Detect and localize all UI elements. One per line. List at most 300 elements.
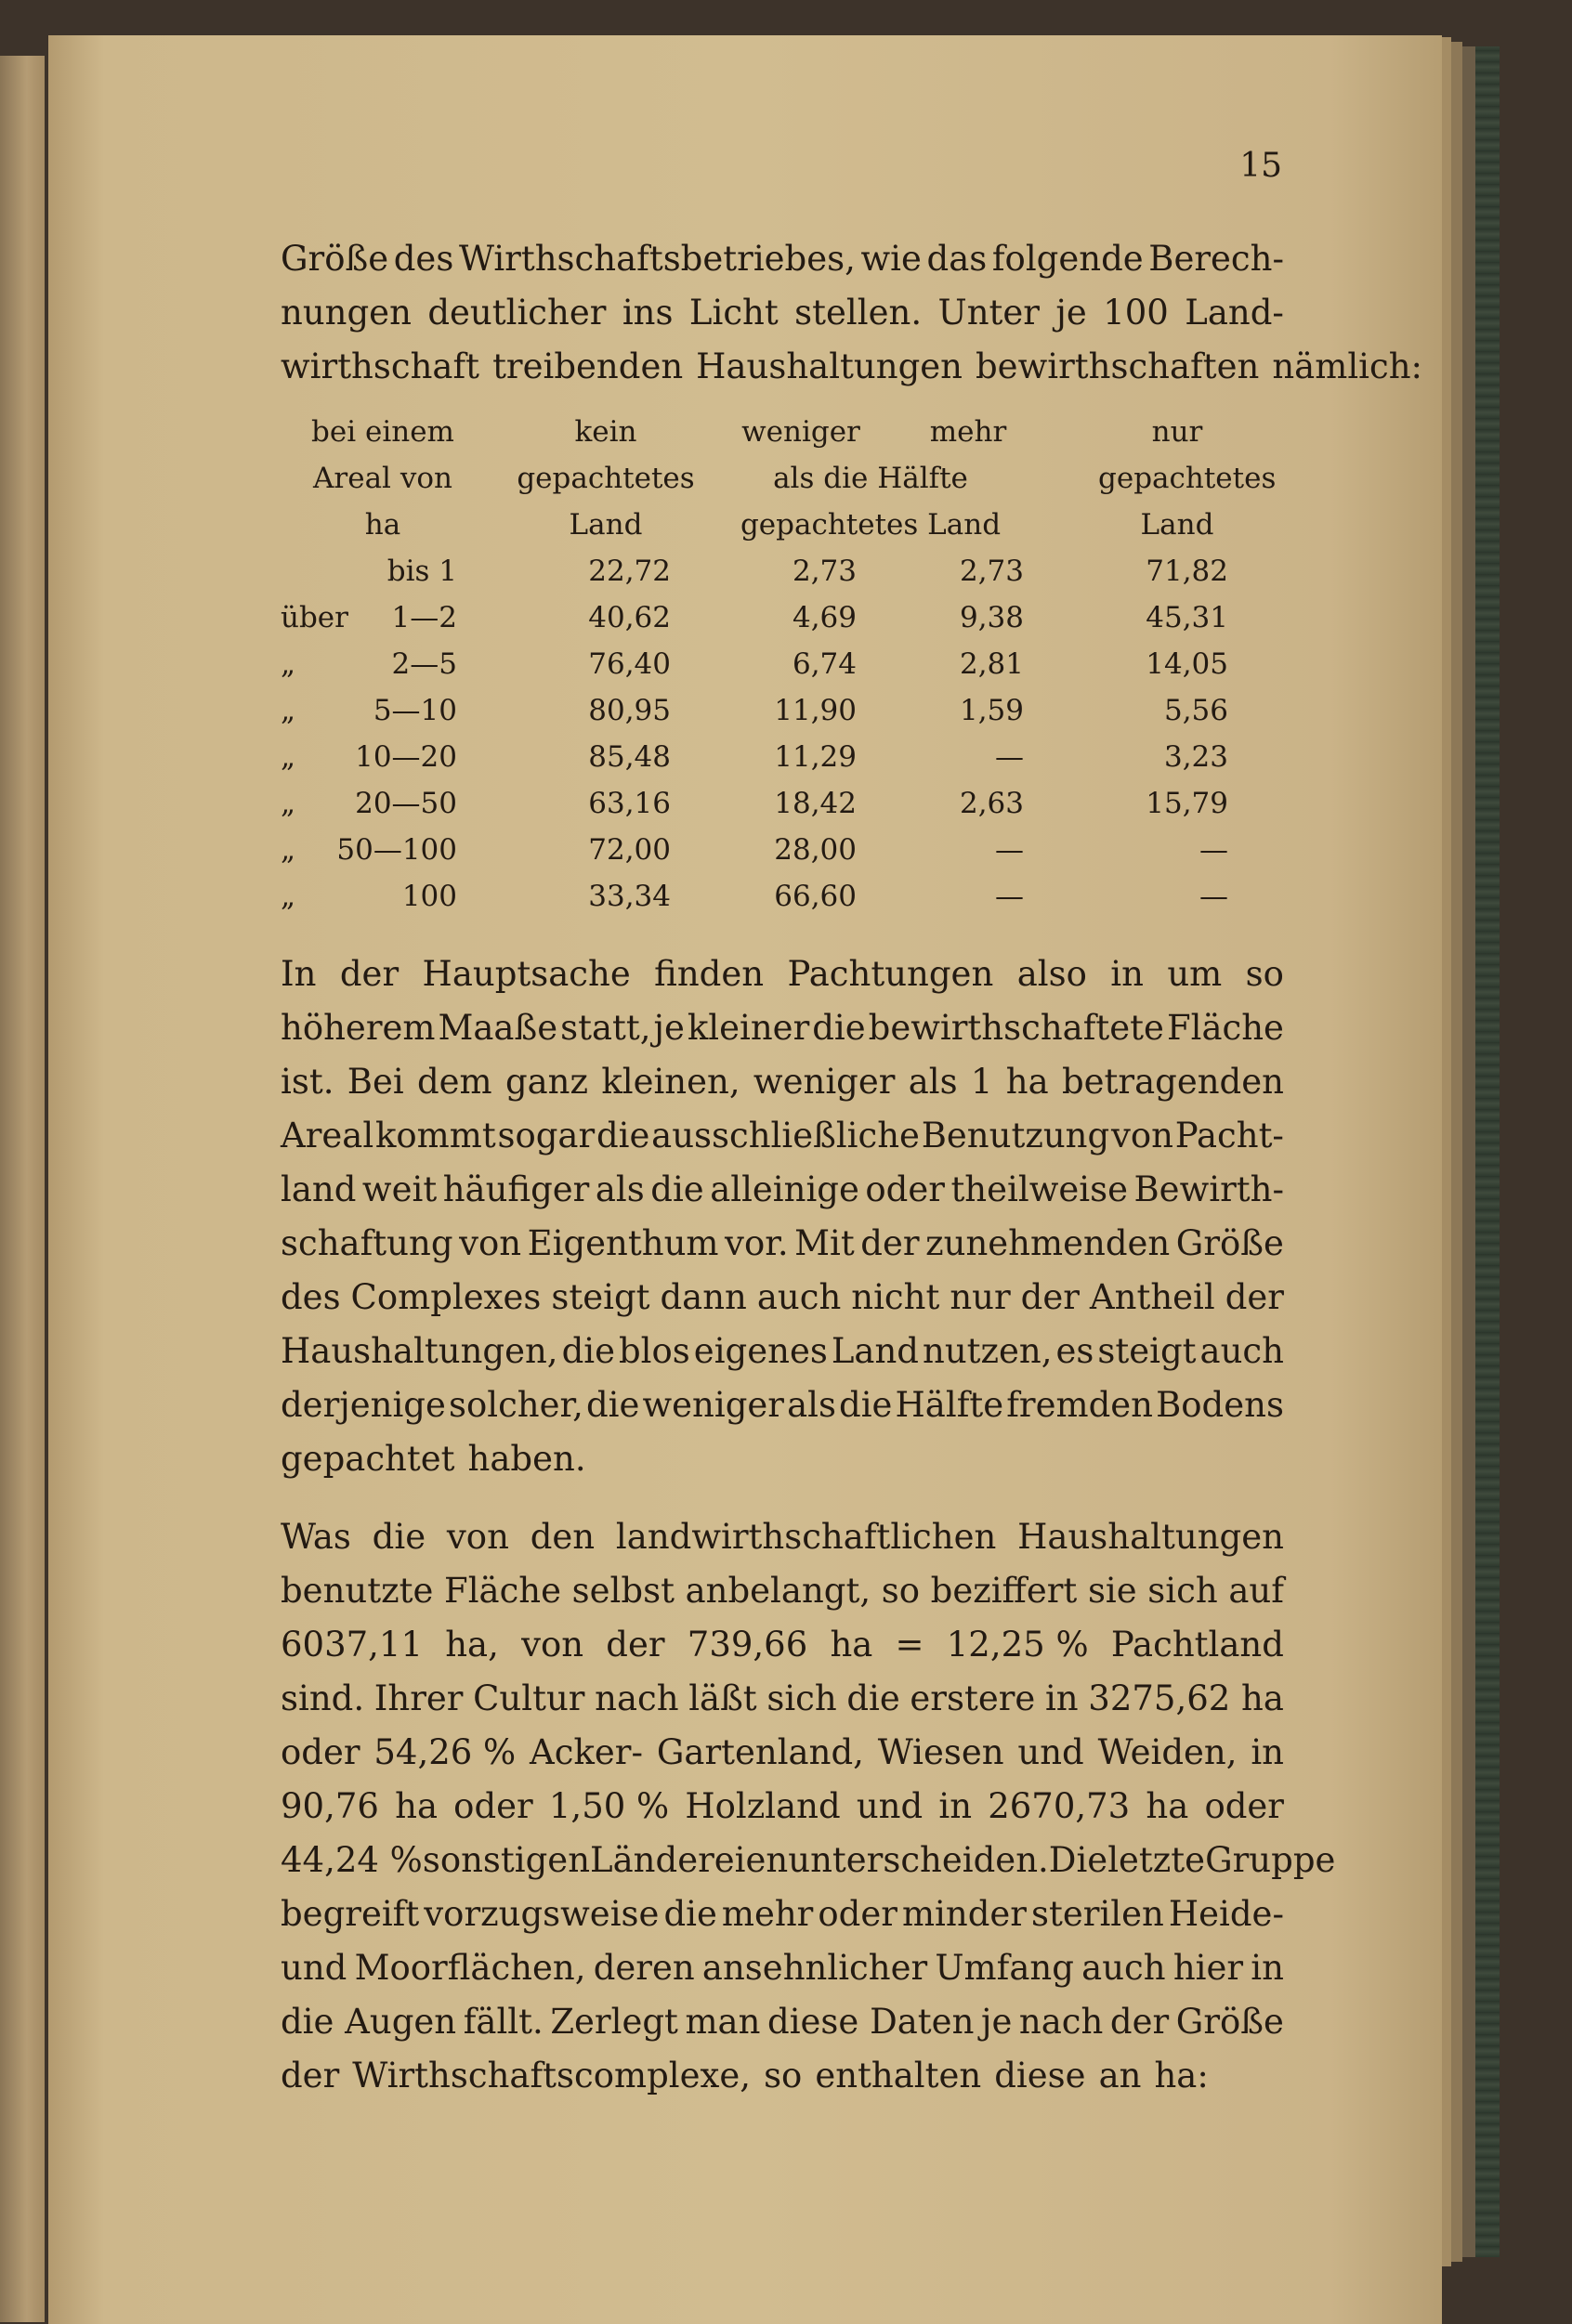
text-line [281, 1109, 1284, 1163]
table-cell-nur: — [1199, 880, 1228, 913]
word: von [1110, 1116, 1173, 1155]
text-line [281, 1055, 1284, 1109]
word: Mit [794, 1223, 855, 1263]
word: betragenden [1061, 1062, 1284, 1102]
word: solcher, [448, 1385, 583, 1425]
word: Land- [1185, 293, 1284, 333]
word: fremden [1006, 1385, 1154, 1425]
word: Weiden, [1097, 1732, 1238, 1772]
word: des [393, 239, 454, 279]
word: je [653, 1008, 685, 1048]
word: 1,50 % [548, 1786, 670, 1826]
word: Wirthschaftsbetriebes, [458, 239, 856, 279]
word: oder [453, 1786, 533, 1826]
word: das [926, 239, 988, 279]
word: Hälfte [895, 1385, 1004, 1425]
word: land [281, 1169, 357, 1209]
table-cell-weniger: 11,29 [774, 740, 857, 774]
word: als [787, 1385, 836, 1425]
table-cell-prefix: „ [281, 694, 296, 727]
table-header-cell: Land [1140, 508, 1214, 542]
text-line [281, 1510, 1284, 1564]
word: oder [281, 1732, 360, 1772]
text-line [281, 232, 1284, 286]
word: 54,26 % [373, 1732, 517, 1772]
text-line [281, 1163, 1284, 1217]
table-cell-area: bis 1 [386, 555, 457, 588]
word: schaftung [281, 1223, 453, 1263]
text-line [281, 1618, 1284, 1672]
table-header-cell: als die Hälfte [773, 462, 968, 495]
table-row [281, 827, 1284, 873]
text-line [281, 1271, 1284, 1325]
table-header-cell: gepachtetes [1098, 462, 1277, 495]
word: höherem [281, 1008, 436, 1048]
table-cell-mehr: — [995, 880, 1024, 913]
word: der [1225, 1277, 1284, 1317]
word: derjenige [281, 1385, 446, 1425]
word: dem [416, 1062, 492, 1102]
word: ganz [504, 1062, 589, 1102]
table-cell-kein: 76,40 [588, 647, 671, 681]
page-edge [1451, 42, 1462, 2262]
table-cell-weniger: 2,73 [792, 555, 857, 588]
word: auch [1081, 1948, 1166, 1988]
word: Zerlegt [550, 2002, 678, 2042]
table-cell-mehr: 2,73 [959, 555, 1024, 588]
word: Bei [347, 1062, 404, 1102]
table-cell-area: 10—20 [355, 740, 457, 774]
table-header-row [281, 455, 1284, 502]
word: 6037,11 [281, 1625, 424, 1665]
text-line [281, 1995, 1284, 2049]
text-line [281, 1378, 1284, 1432]
word: der [339, 954, 400, 994]
table-row [281, 548, 1284, 594]
word: Gartenland, [656, 1732, 864, 1772]
word: und [1017, 1732, 1084, 1772]
word: Ihrer [373, 1678, 464, 1718]
word: deren [593, 1948, 695, 1988]
word: 100 [1103, 293, 1169, 333]
word: mehr [721, 1894, 814, 1934]
word: bewirthschaften [975, 346, 1260, 386]
word: In [281, 954, 317, 994]
word: beziffert [930, 1571, 1078, 1611]
word: Größe [1175, 2002, 1284, 2042]
word: benutzte [281, 1571, 434, 1611]
word: Wirthschaftscomplexe, [352, 2056, 752, 2096]
word: Hauptsache [422, 954, 631, 994]
word: nungen [281, 293, 412, 333]
word: Moorflächen, [354, 1948, 586, 1988]
word: von [459, 1223, 522, 1263]
table-cell-kein: 33,34 [588, 880, 671, 913]
word: enthalten [815, 2056, 982, 2096]
table-cell-mehr: — [995, 740, 1024, 774]
word: Acker- [530, 1732, 643, 1772]
word: weniger [753, 1062, 896, 1102]
word: der [606, 1625, 665, 1665]
word: Antheil [1089, 1277, 1215, 1317]
word: Pacht- [1174, 1116, 1284, 1155]
word: die [812, 1008, 866, 1048]
word: oder [865, 1169, 945, 1209]
table-cell-nur: 14,05 [1146, 647, 1228, 681]
table-header-cell: gepachtetes Land [740, 508, 1002, 542]
text-line [281, 1887, 1284, 1941]
word: Gruppe [1205, 1840, 1336, 1880]
word: die [596, 1116, 650, 1155]
word: 3275,62 ha [1088, 1678, 1284, 1718]
word: Die [1048, 1840, 1108, 1880]
word: finden [654, 954, 765, 994]
word: steigt [1097, 1331, 1197, 1371]
table-cell-area: 50—100 [336, 833, 457, 867]
word: sonstigen [422, 1840, 591, 1880]
table-cell-nur: 71,82 [1146, 555, 1228, 588]
word: Größe [1175, 1223, 1284, 1263]
word: häufiger [442, 1169, 590, 1209]
word: gepachtet [281, 1439, 455, 1479]
word: 12,25 % [946, 1625, 1089, 1665]
text-line [281, 286, 1284, 340]
text-line [281, 1001, 1284, 1055]
table-cell-kein: 40,62 [588, 601, 671, 634]
word: Holzland [685, 1786, 841, 1826]
table-cell-area: 20—50 [355, 787, 457, 820]
word: so [1245, 954, 1284, 994]
word: oder [1204, 1786, 1284, 1826]
table-cell-weniger: 6,74 [792, 647, 857, 681]
word: Haushaltungen [696, 346, 963, 386]
word: ha: [1154, 2056, 1209, 2096]
text-line [281, 1564, 1284, 1618]
word: von [446, 1517, 509, 1557]
word: ha [1005, 1062, 1049, 1102]
word: fällt. [463, 2002, 544, 2042]
word: nutzen, [922, 1331, 1053, 1371]
word: der [1109, 2002, 1170, 2042]
word: Fläche [444, 1571, 562, 1611]
word: ha [830, 1625, 873, 1665]
word: nach [595, 1678, 679, 1718]
word: steigt [551, 1277, 650, 1317]
word: Größe [281, 239, 389, 279]
word: Areal [281, 1116, 374, 1155]
table-row [281, 687, 1284, 734]
paragraph-1 [281, 232, 1423, 394]
word: vor. [725, 1223, 789, 1263]
word: an [1098, 2056, 1142, 2096]
word: stellen. [794, 293, 923, 333]
word: also [1016, 954, 1087, 994]
table-cell-prefix: „ [281, 740, 296, 774]
word: sind. [281, 1678, 365, 1718]
word: landwirthschaftlichen [615, 1517, 997, 1557]
word: nämlich: [1272, 346, 1423, 386]
table-header-cell: bei einem [311, 415, 454, 449]
table-body [281, 548, 1284, 920]
word: um [1167, 954, 1223, 994]
word: und [281, 1948, 347, 1988]
left-page-edge [0, 56, 45, 2322]
word: sie [1087, 1571, 1137, 1611]
table-cell-area: 2—5 [391, 647, 457, 681]
word: selbst [571, 1571, 675, 1611]
text-line [281, 1432, 1284, 1486]
text-line [281, 1325, 1284, 1378]
word: so [881, 1571, 920, 1611]
word: läßt [688, 1678, 757, 1718]
word: ha [1146, 1786, 1189, 1826]
word: die [561, 1331, 615, 1371]
table-cell-kein: 80,95 [588, 694, 671, 727]
word: 2670,73 [988, 1786, 1131, 1826]
word: wie [860, 239, 922, 279]
word: statt, [560, 1008, 651, 1048]
word: als [908, 1062, 958, 1102]
word: die [846, 1678, 900, 1718]
table-cell-mehr: 9,38 [959, 601, 1024, 634]
word: in [1110, 954, 1144, 994]
table-cell-mehr: 2,63 [959, 787, 1024, 820]
word: 90,76 [281, 1786, 379, 1826]
word: zunehmenden [925, 1223, 1171, 1263]
word: in [1044, 1678, 1079, 1718]
word: 739,66 [687, 1625, 808, 1665]
word: folgende [991, 239, 1144, 279]
word: Berech- [1148, 239, 1284, 279]
text-line [281, 1780, 1284, 1834]
word: Heide- [1168, 1894, 1284, 1934]
word: hier [1172, 1948, 1244, 1988]
word: die [663, 1894, 717, 1934]
word: kleinen, [601, 1062, 740, 1102]
word: haben. [467, 1439, 586, 1479]
word: 44,24 % [281, 1840, 423, 1880]
word: in [1251, 1732, 1284, 1772]
data-table [281, 409, 1284, 920]
word: blos [619, 1331, 690, 1371]
word: Was [281, 1517, 351, 1557]
text-line [281, 1672, 1284, 1726]
word: Maaße [438, 1008, 558, 1048]
table-cell-nur: 3,23 [1163, 740, 1228, 774]
table-header-cell: nur [1151, 415, 1203, 449]
table-row [281, 594, 1284, 641]
word: bewirthschaftete [868, 1008, 1164, 1048]
table-cell-area: 1—2 [391, 601, 457, 634]
table-row [281, 734, 1284, 780]
table-row [281, 873, 1284, 920]
word: treibenden [492, 346, 684, 386]
word: kommt [374, 1116, 496, 1155]
table-cell-prefix: „ [281, 880, 296, 913]
table-header-cell: gepachtetes [517, 462, 695, 495]
word: Pachtungen [787, 954, 994, 994]
word: diese [994, 2056, 1086, 2096]
table-cell-prefix: „ [281, 833, 296, 867]
word: den [530, 1517, 596, 1557]
paragraph-3 [281, 1510, 1336, 2103]
table-cell-kein: 85,48 [588, 740, 671, 774]
page-edge [1462, 46, 1475, 2257]
word: je [980, 2002, 1013, 2042]
word: Wiesen [877, 1732, 1004, 1772]
text-line [281, 947, 1284, 1001]
word: 1 [970, 1062, 993, 1102]
text-line [281, 1941, 1284, 1995]
word: auch [1199, 1331, 1284, 1371]
word: Bodens [1156, 1385, 1284, 1425]
table-cell-kein: 63,16 [588, 787, 671, 820]
table-cell-weniger: 66,60 [774, 880, 857, 913]
word: ist. [281, 1062, 334, 1102]
word: weniger [642, 1385, 784, 1425]
word: weit [361, 1169, 438, 1209]
word: Haushaltungen, [281, 1331, 558, 1371]
table-cell-mehr: — [995, 833, 1024, 867]
table-header-cell: mehr [929, 415, 1007, 449]
table-cell-nur: — [1199, 833, 1228, 867]
text-line [281, 1217, 1284, 1271]
word: in [1251, 1948, 1284, 1988]
table-header-cell: weniger [741, 415, 860, 449]
word: es [1055, 1331, 1094, 1371]
word: anbelangt, [685, 1571, 871, 1611]
book-cover-edge [1475, 46, 1500, 2257]
word: kleiner [687, 1008, 810, 1048]
word: der [281, 2056, 340, 2096]
word: diese Daten [767, 2002, 975, 2042]
paragraph-2 [281, 947, 1284, 1486]
word: eigenes [693, 1331, 828, 1371]
table-cell-kein: 72,00 [588, 833, 671, 867]
word: Pachtland [1110, 1625, 1284, 1665]
word: sich [766, 1678, 837, 1718]
word: nach [1018, 2002, 1104, 2042]
table-cell-weniger: 18,42 [774, 787, 857, 820]
table-header-row [281, 502, 1284, 548]
word: ha, [445, 1625, 499, 1665]
table-cell-mehr: 2,81 [959, 647, 1024, 681]
table-cell-nur: 45,31 [1146, 601, 1228, 634]
word: erstere [910, 1678, 1036, 1718]
word: Umfang [935, 1948, 1074, 1988]
word: in [938, 1786, 973, 1826]
word: deutlicher [427, 293, 607, 333]
word: wirthschaft [281, 346, 480, 386]
word: die [650, 1169, 704, 1209]
table-cell-nur: 5,56 [1163, 694, 1228, 727]
word: ausschließliche [651, 1116, 920, 1155]
word: auf [1228, 1571, 1284, 1611]
word: Cultur [473, 1678, 585, 1718]
word: ansehnlicher [701, 1948, 928, 1988]
word: nur [950, 1277, 1011, 1317]
table-cell-mehr: 1,59 [959, 694, 1024, 727]
word: Eigenthum [527, 1223, 719, 1263]
table-header-row [281, 409, 1284, 455]
word: von [521, 1625, 584, 1665]
table-cell-weniger: 28,00 [774, 833, 857, 867]
word: ha [395, 1786, 438, 1826]
text-line [281, 1834, 1336, 1887]
table-cell-nur: 15,79 [1146, 787, 1228, 820]
word: der [1020, 1277, 1080, 1317]
page-number: 15 [1239, 147, 1282, 185]
word: als [595, 1169, 645, 1209]
table-header-cell: Land [569, 508, 643, 542]
page-edge [1442, 37, 1451, 2266]
word: Bewirth- [1133, 1169, 1284, 1209]
table-row [281, 780, 1284, 827]
word: unterscheiden. [788, 1840, 1049, 1880]
table-cell-prefix: über [281, 601, 348, 634]
word: der [860, 1223, 920, 1263]
word: Land [831, 1331, 919, 1371]
word: auch [756, 1277, 842, 1317]
word: Benutzung [921, 1116, 1110, 1155]
word: = [895, 1625, 924, 1665]
word: nicht [851, 1277, 940, 1317]
word: vorzugsweise [424, 1894, 660, 1934]
table-cell-prefix: „ [281, 787, 296, 820]
table-cell-area: 5—10 [373, 694, 457, 727]
table-header-cell: Areal von [313, 462, 452, 495]
word: sogar [497, 1116, 596, 1155]
word: Unter [937, 293, 1040, 333]
table-cell-prefix: „ [281, 647, 296, 681]
word: Licht [688, 293, 779, 333]
word: ins [622, 293, 674, 333]
text-line [281, 1726, 1284, 1780]
word: die Augen [281, 2002, 457, 2042]
table-cell-weniger: 4,69 [792, 601, 857, 634]
word: sterilen [1031, 1894, 1164, 1934]
word: Haushaltungen [1017, 1517, 1284, 1557]
word: minder [901, 1894, 1027, 1934]
word: Fläche [1166, 1008, 1284, 1048]
table-cell-kein: 22,72 [588, 555, 671, 588]
table-header-cell: kein [574, 415, 637, 449]
word: theilweise [950, 1169, 1128, 1209]
text-line [281, 340, 1423, 394]
word: die [372, 1517, 426, 1557]
word: alleinige [710, 1169, 859, 1209]
word: letzte [1107, 1840, 1206, 1880]
word: so [764, 2056, 803, 2096]
text-line [281, 2049, 1284, 2103]
table-cell-area: 100 [401, 880, 457, 913]
table-cell-weniger: 11,90 [774, 694, 857, 727]
word: die [839, 1385, 893, 1425]
word: Ländereien [590, 1840, 789, 1880]
word: des [281, 1277, 341, 1317]
word: begreift [281, 1894, 420, 1934]
word: dann [660, 1277, 747, 1317]
word: je [1055, 293, 1087, 333]
word: oder [818, 1894, 897, 1934]
word: Complexes [350, 1277, 542, 1317]
table-row [281, 641, 1284, 687]
word: man [685, 2002, 761, 2042]
word: sich [1147, 1571, 1218, 1611]
word: und [856, 1786, 924, 1826]
word: die [585, 1385, 640, 1425]
table-header-cell: ha [364, 508, 401, 542]
